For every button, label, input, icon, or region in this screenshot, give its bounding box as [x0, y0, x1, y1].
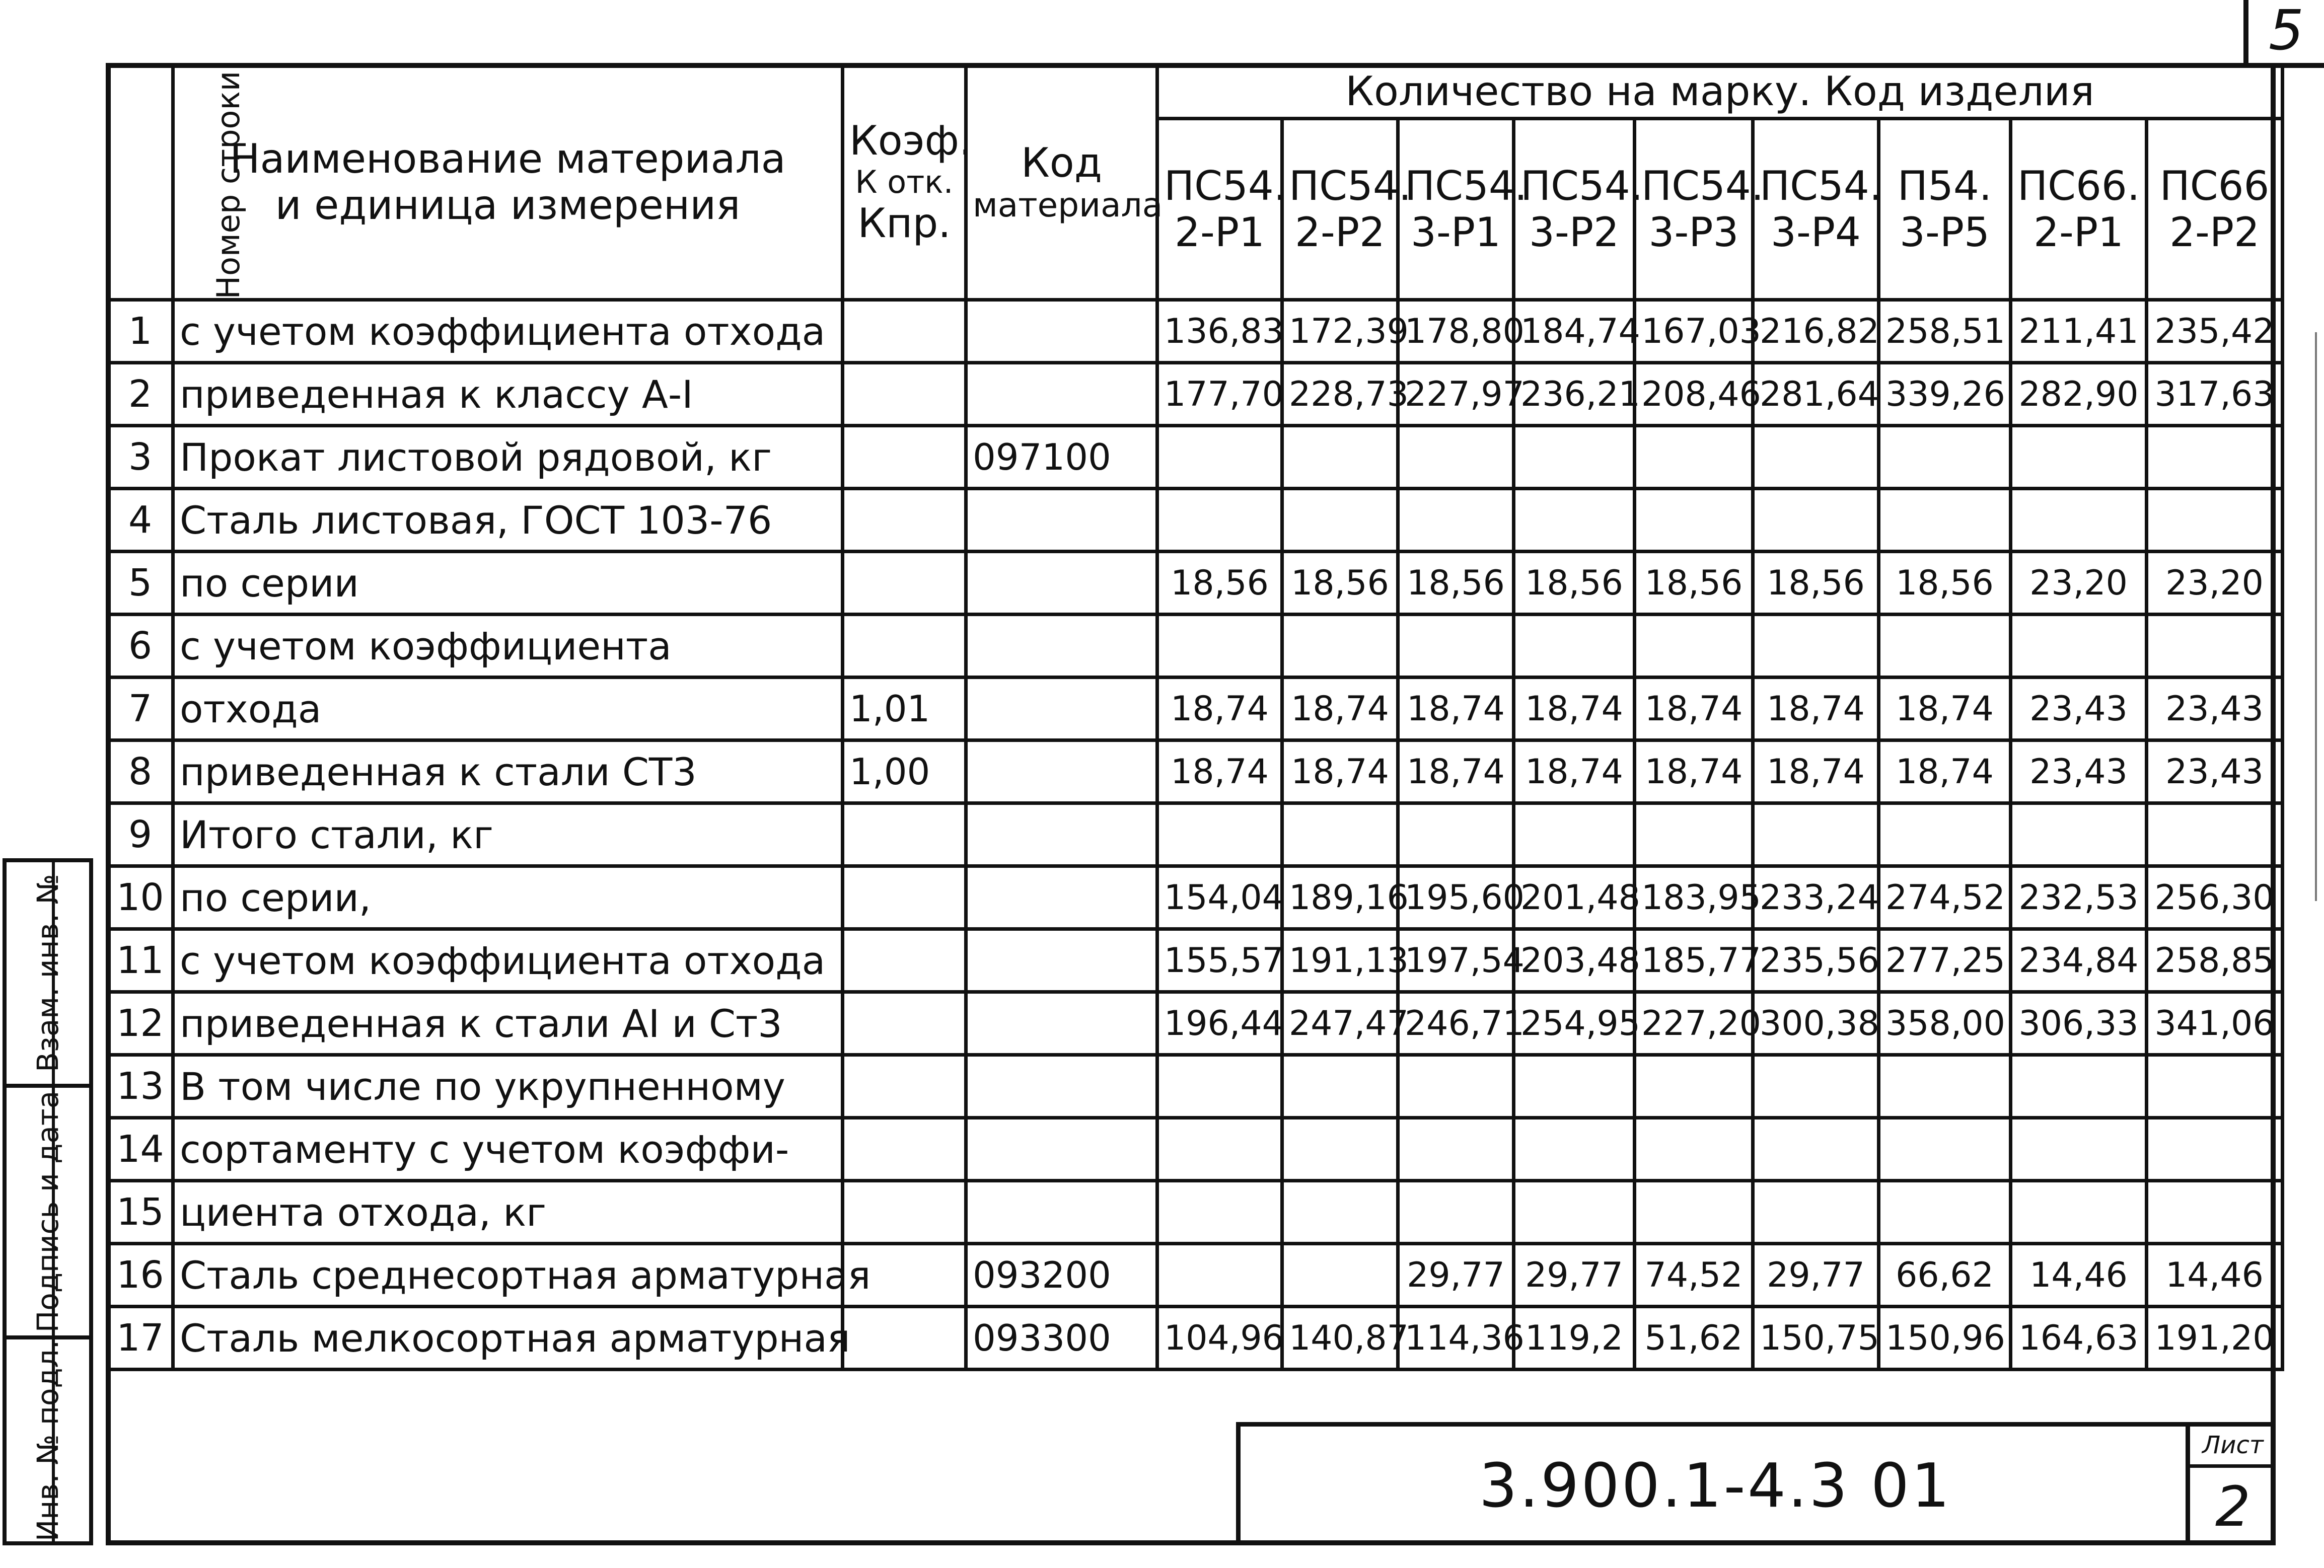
- quantity-cell: [1282, 1244, 1398, 1307]
- quantity-cell: 18,74: [1514, 740, 1635, 803]
- quantity-cell: 18,74: [1398, 678, 1514, 740]
- quantity-cell: 23,43: [2147, 740, 2283, 803]
- material-name-header: [173, 65, 843, 300]
- quantity-cell: 341,06: [2147, 992, 2283, 1055]
- quantity-cell: [2147, 1055, 2283, 1118]
- quantity-cell: 150,96: [1879, 1307, 2011, 1370]
- page-number: 5: [2243, 0, 2324, 68]
- material-code-cell: [966, 615, 1157, 678]
- material-name-cell: приведенная к классу А-I: [173, 363, 843, 426]
- quantity-cell: [2011, 426, 2147, 489]
- quantity-cell: 189,16: [1282, 866, 1398, 929]
- product-header: ПС54. 2-Р1: [1157, 119, 1282, 300]
- quantity-cell: 247,47: [1282, 992, 1398, 1055]
- quantity-cell: [1282, 426, 1398, 489]
- quantity-cell: [1398, 615, 1514, 678]
- row-number-cell: 16: [108, 1244, 173, 1307]
- quantity-cell: 201,48: [1514, 866, 1635, 929]
- material-name-cell: Итого стали, кг: [173, 803, 843, 866]
- table-row: [108, 426, 2283, 489]
- quantity-cell: 317,63: [2147, 363, 2283, 426]
- quantity-cell: 66,62: [1879, 1244, 2011, 1307]
- coefficient-cell: [843, 1118, 966, 1181]
- quantity-cell: 191,20: [2147, 1307, 2283, 1370]
- quantity-cell: [1157, 1118, 1282, 1181]
- coefficient-cell: [843, 1055, 966, 1118]
- quantity-cell: 281,64: [1753, 363, 1879, 426]
- quantity-cell: 29,77: [1398, 1244, 1514, 1307]
- quantity-cell: 300,38: [1753, 992, 1879, 1055]
- quantity-cell: 14,46: [2011, 1244, 2147, 1307]
- quantity-cell: 183,95: [1635, 866, 1753, 929]
- replaces-inv-label: Взам. инв. №: [31, 874, 65, 1072]
- quantity-cell: [1282, 1118, 1398, 1181]
- quantity-cell: [1514, 1181, 1635, 1244]
- quantity-cell: [1157, 803, 1282, 866]
- quantity-cell: [2011, 489, 2147, 552]
- table-row: [108, 1307, 2283, 1370]
- quantity-cell: 185,77: [1635, 929, 1753, 992]
- quantity-cell: [1282, 1181, 1398, 1244]
- quantity-cell: 18,74: [1753, 678, 1879, 740]
- quantity-cell: 18,74: [1635, 678, 1753, 740]
- material-name-header-line1: Наименование материала: [230, 135, 786, 182]
- material-name-cell: Сталь среднесортная арматурная: [173, 1244, 843, 1307]
- table-row: [108, 489, 2283, 552]
- product-header: ПС66. 2-Р1: [2011, 119, 2147, 300]
- table-row: [108, 1118, 2283, 1181]
- quantity-cell: 18,74: [1282, 678, 1398, 740]
- material-code-cell: [966, 740, 1157, 803]
- table-row: [108, 615, 2283, 678]
- material-code-cell: 093200: [966, 1244, 1157, 1307]
- quantity-cell: [1398, 803, 1514, 866]
- coefficient-cell: [843, 1181, 966, 1244]
- quantity-cell: 18,74: [1398, 740, 1514, 803]
- coefficient-cell: [843, 615, 966, 678]
- quantity-cell: [1879, 803, 2011, 866]
- quantity-cell: 18,74: [1753, 740, 1879, 803]
- material-name-cell: В том числе по укрупненному: [173, 1055, 843, 1118]
- quantity-cell: 136,83: [1157, 300, 1282, 363]
- quantity-cell: 23,20: [2147, 552, 2283, 615]
- row-number-cell: 15: [108, 1181, 173, 1244]
- quantity-cell: 18,56: [1157, 552, 1282, 615]
- quantity-cell: [2147, 426, 2283, 489]
- coefficient-cell: [843, 866, 966, 929]
- document-code: 3.900.1-4.3 01: [1479, 1451, 1952, 1521]
- quantity-cell: [1879, 426, 2011, 489]
- inv-original-label: Инв. № подл.: [31, 1339, 65, 1541]
- sheet-number: 2: [2215, 1474, 2250, 1539]
- quantity-cell: [1157, 1055, 1282, 1118]
- quantity-cell: [1514, 1055, 1635, 1118]
- material-code-cell: [966, 929, 1157, 992]
- quantity-cell: 155,57: [1157, 929, 1282, 992]
- quantity-cell: [1514, 803, 1635, 866]
- coefficient-cell: [843, 489, 966, 552]
- quantity-cell: [1879, 1055, 2011, 1118]
- quantity-cell: [1879, 1118, 2011, 1181]
- quantity-cell: [1514, 1118, 1635, 1181]
- quantity-cell: [1635, 615, 1753, 678]
- quantity-cell: 104,96: [1157, 1307, 1282, 1370]
- quantity-cell: 172,39: [1282, 300, 1398, 363]
- replaces-inv-field: [7, 862, 89, 1084]
- material-code-cell: [966, 866, 1157, 929]
- coefficient-header-line2: К отк.: [855, 164, 954, 201]
- row-number-cell: 7: [108, 678, 173, 740]
- material-code-cell: 093300: [966, 1307, 1157, 1370]
- quantity-cell: 164,63: [2011, 1307, 2147, 1370]
- quantity-cell: 167,03: [1635, 300, 1753, 363]
- row-number-header: [108, 65, 247, 300]
- quantity-cell: 258,85: [2147, 929, 2283, 992]
- quantity-cell: 197,54: [1398, 929, 1514, 992]
- material-code-cell: [966, 300, 1157, 363]
- quantity-cell: 74,52: [1635, 1244, 1753, 1307]
- material-spec-body: [108, 300, 2283, 1370]
- product-header: ПС66 2-Р2: [2147, 119, 2283, 300]
- material-spec-table: [106, 63, 2284, 1371]
- quantity-cell: [1635, 803, 1753, 866]
- coefficient-cell: [843, 803, 966, 866]
- signature-date-label: Подпись и дата: [31, 1090, 65, 1333]
- material-name-cell: приведенная к стали СТ3: [173, 740, 843, 803]
- quantity-cell: 177,70: [1157, 363, 1282, 426]
- material-name-header-line2: и единица измерения: [275, 182, 741, 229]
- table-row: [108, 929, 2283, 992]
- quantity-cell: 227,97: [1398, 363, 1514, 426]
- quantity-cell: [2011, 803, 2147, 866]
- row-number-cell: 2: [108, 363, 173, 426]
- quantity-cell: [1753, 615, 1879, 678]
- table-row: [108, 678, 2283, 740]
- quantity-cell: 235,56: [1753, 929, 1879, 992]
- table-row: [108, 1181, 2283, 1244]
- quantity-cell: [2147, 489, 2283, 552]
- material-name-cell: Сталь листовая, ГОСТ 103-76: [173, 489, 843, 552]
- quantity-cell: [1753, 1055, 1879, 1118]
- row-number-cell: 10: [108, 866, 173, 929]
- quantity-cell: 18,74: [1635, 740, 1753, 803]
- margin-line: [2315, 332, 2317, 901]
- quantity-cell: [1282, 489, 1398, 552]
- material-code-cell: [966, 992, 1157, 1055]
- coefficient-cell: [843, 992, 966, 1055]
- quantity-cell: 246,71: [1398, 992, 1514, 1055]
- material-name-cell: с учетом коэффициента отхода: [173, 929, 843, 992]
- quantity-cell: 114,36: [1398, 1307, 1514, 1370]
- quantity-cell: [1879, 489, 2011, 552]
- quantity-cell: [1157, 1244, 1282, 1307]
- product-header: ПС54. 3-Р2: [1514, 119, 1635, 300]
- product-header: ПС54. 2-Р2: [1282, 119, 1398, 300]
- quantity-cell: 18,56: [1514, 552, 1635, 615]
- coefficient-cell: 1,01: [843, 678, 966, 740]
- row-number-cell: 5: [108, 552, 173, 615]
- signature-date-field: [7, 1084, 89, 1335]
- table-row: [108, 300, 2283, 363]
- quantity-cell: [1398, 489, 1514, 552]
- quantity-cell: 18,74: [1879, 740, 2011, 803]
- product-header: ПС54. 3-Р3: [1635, 119, 1753, 300]
- quantity-cell: 23,20: [2011, 552, 2147, 615]
- row-number-cell: 3: [108, 426, 173, 489]
- coefficient-cell: 1,00: [843, 740, 966, 803]
- quantity-cell: 227,20: [1635, 992, 1753, 1055]
- row-number-cell: 13: [108, 1055, 173, 1118]
- quantity-cell: 18,56: [1282, 552, 1398, 615]
- table-row: [108, 1055, 2283, 1118]
- quantity-cell: 18,56: [1635, 552, 1753, 615]
- row-number-cell: 6: [108, 615, 173, 678]
- material-code-header-line1: Код: [1021, 139, 1103, 187]
- quantity-cell: [1635, 1118, 1753, 1181]
- table-row: [108, 992, 2283, 1055]
- material-name-cell: Прокат листовой рядовой, кг: [173, 426, 843, 489]
- material-code-cell: [966, 489, 1157, 552]
- coefficient-header-line1: Коэф.: [849, 117, 972, 165]
- product-header: ПС54. 3-Р4: [1753, 119, 1879, 300]
- quantity-cell: 14,46: [2147, 1244, 2283, 1307]
- quantity-cell: 232,53: [2011, 866, 2147, 929]
- sheet-cell: [2186, 1427, 2276, 1545]
- quantity-cell: [2011, 615, 2147, 678]
- quantity-cell: 18,74: [1514, 678, 1635, 740]
- quantity-cell: [2011, 1055, 2147, 1118]
- quantity-cell: 236,21: [1514, 363, 1635, 426]
- product-header: ПС54. 3-Р1: [1398, 119, 1514, 300]
- quantity-cell: 277,25: [1879, 929, 2011, 992]
- quantity-cell: [1753, 489, 1879, 552]
- quantity-cell: [1398, 1181, 1514, 1244]
- quantity-cell: 339,26: [1879, 363, 2011, 426]
- quantity-cell: 196,44: [1157, 992, 1282, 1055]
- material-name-cell: по серии: [173, 552, 843, 615]
- quantity-cell: 358,00: [1879, 992, 2011, 1055]
- quantity-cell: 211,41: [2011, 300, 2147, 363]
- table-row: [108, 363, 2283, 426]
- quantity-cell: [1398, 1118, 1514, 1181]
- coefficient-cell: [843, 1307, 966, 1370]
- quantity-cell: [1157, 1181, 1282, 1244]
- row-number-cell: 14: [108, 1118, 173, 1181]
- quantity-cell: [1753, 803, 1879, 866]
- material-name-cell: отхода: [173, 678, 843, 740]
- material-code-header-line2: материала: [973, 186, 1163, 225]
- quantity-cell: [1635, 489, 1753, 552]
- product-header: П54. 3-Р5: [1879, 119, 2011, 300]
- quantity-cell: 228,73: [1282, 363, 1398, 426]
- quantity-cell: 150,75: [1753, 1307, 1879, 1370]
- material-code-cell: [966, 363, 1157, 426]
- table-row: [108, 803, 2283, 866]
- quantity-cell: 216,82: [1753, 300, 1879, 363]
- quantity-cell: [2011, 1118, 2147, 1181]
- title-block: [1236, 1422, 2276, 1545]
- material-name-cell: с учетом коэффициента: [173, 615, 843, 678]
- quantity-cell: 23,43: [2011, 740, 2147, 803]
- material-code-cell: [966, 1055, 1157, 1118]
- row-number-cell: 4: [108, 489, 173, 552]
- table-row: [108, 740, 2283, 803]
- quantity-cell: [1635, 1055, 1753, 1118]
- coefficient-cell: [843, 426, 966, 489]
- quantity-cell: [2147, 615, 2283, 678]
- coefficient-header-line3: Кпр.: [857, 199, 951, 247]
- quantity-cell: 29,77: [1514, 1244, 1635, 1307]
- quantity-cell: 18,74: [1879, 678, 2011, 740]
- sheet-label: Лист: [2190, 1427, 2276, 1468]
- material-code-cell: [966, 1181, 1157, 1244]
- quantity-cell: [1282, 615, 1398, 678]
- quantity-cell: [1398, 1055, 1514, 1118]
- quantity-cell: 140,87: [1282, 1307, 1398, 1370]
- material-name-cell: сортаменту с учетом коэффи-: [173, 1118, 843, 1181]
- quantity-cell: 18,74: [1157, 678, 1282, 740]
- row-number-cell: 8: [108, 740, 173, 803]
- quantity-cell: [2147, 1181, 2283, 1244]
- quantity-cell: [1514, 615, 1635, 678]
- quantity-cell: [1157, 615, 1282, 678]
- quantity-cell: 51,62: [1635, 1307, 1753, 1370]
- coefficient-cell: [843, 552, 966, 615]
- quantity-cell: 274,52: [1879, 866, 2011, 929]
- quantity-cell: 184,74: [1514, 300, 1635, 363]
- quantity-cell: 256,30: [2147, 866, 2283, 929]
- table-row: [108, 552, 2283, 615]
- quantity-cell: 154,04: [1157, 866, 1282, 929]
- material-name-cell: Сталь мелкосортная арматурная: [173, 1307, 843, 1370]
- quantity-cell: [1635, 1181, 1753, 1244]
- quantity-cell: [1879, 615, 2011, 678]
- quantity-cell: [1753, 1118, 1879, 1181]
- quantity-cell: 306,33: [2011, 992, 2147, 1055]
- quantity-cell: [1879, 1181, 2011, 1244]
- row-number-cell: 9: [108, 803, 173, 866]
- row-number-header-label: Номер строки: [210, 70, 247, 300]
- row-number-cell: 17: [108, 1307, 173, 1370]
- quantity-cell: 29,77: [1753, 1244, 1879, 1307]
- material-code-cell: [966, 1118, 1157, 1181]
- material-code-cell: [966, 803, 1157, 866]
- quantity-cell: [1753, 1181, 1879, 1244]
- quantity-cell: [1753, 426, 1879, 489]
- quantity-cell: 234,84: [2011, 929, 2147, 992]
- quantity-cell: 235,42: [2147, 300, 2283, 363]
- table-row: [108, 866, 2283, 929]
- coefficient-cell: [843, 300, 966, 363]
- material-name-cell: с учетом коэффициента отхода: [173, 300, 843, 363]
- quantity-cell: 254,95: [1514, 992, 1635, 1055]
- quantity-cell: 18,56: [1753, 552, 1879, 615]
- quantity-cell: [1157, 426, 1282, 489]
- quantity-cell: 258,51: [1879, 300, 2011, 363]
- material-code-cell: 097100: [966, 426, 1157, 489]
- side-stamp: [3, 858, 93, 1545]
- quantity-cell: [1282, 1055, 1398, 1118]
- inv-original-field: [7, 1335, 89, 1541]
- quantity-cell: 191,13: [1282, 929, 1398, 992]
- quantity-cell: 119,2: [1514, 1307, 1635, 1370]
- quantity-cell: [1514, 426, 1635, 489]
- coefficient-cell: [843, 929, 966, 992]
- quantity-cell: 18,74: [1282, 740, 1398, 803]
- coefficient-header: [843, 65, 972, 300]
- quantity-cell: 23,43: [2147, 678, 2283, 740]
- row-number-cell: 1: [108, 300, 173, 363]
- quantity-cell: [2147, 1118, 2283, 1181]
- quantity-cell: 282,90: [2011, 363, 2147, 426]
- quantity-cell: [2011, 1181, 2147, 1244]
- quantity-cell: [1157, 489, 1282, 552]
- material-name-cell: по серии,: [173, 866, 843, 929]
- quantity-cell: [1635, 426, 1753, 489]
- quantity-cell: 18,56: [1879, 552, 2011, 615]
- quantity-cell: 18,74: [1157, 740, 1282, 803]
- quantity-cell: [1514, 489, 1635, 552]
- material-code-cell: [966, 552, 1157, 615]
- quantity-cell: [1282, 803, 1398, 866]
- row-number-cell: 11: [108, 929, 173, 992]
- quantity-cell: [2147, 803, 2283, 866]
- quantity-cell: 18,56: [1398, 552, 1514, 615]
- material-code-cell: [966, 678, 1157, 740]
- quantity-cell: 178,80: [1398, 300, 1514, 363]
- quantity-group-header: Количество на марку. Код изделия: [1157, 65, 2283, 119]
- quantity-cell: 233,24: [1753, 866, 1879, 929]
- table-row: [108, 1244, 2283, 1307]
- quantity-cell: 23,43: [2011, 678, 2147, 740]
- material-code-header: [966, 65, 1163, 300]
- coefficient-cell: [843, 363, 966, 426]
- row-number-cell: 12: [108, 992, 173, 1055]
- quantity-cell: [1398, 426, 1514, 489]
- quantity-cell: 195,60: [1398, 866, 1514, 929]
- material-name-cell: приведенная к стали АI и Ст3: [173, 992, 843, 1055]
- quantity-cell: 208,46: [1635, 363, 1753, 426]
- material-name-cell: циента отхода, кг: [173, 1181, 843, 1244]
- quantity-cell: 203,48: [1514, 929, 1635, 992]
